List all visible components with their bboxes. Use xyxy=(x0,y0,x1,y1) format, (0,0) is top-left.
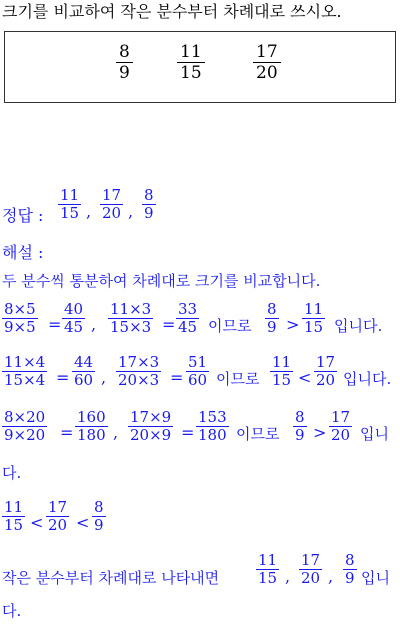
compare-fraction xyxy=(293,409,307,444)
denominator: 15 xyxy=(258,569,278,587)
numerator: 8 xyxy=(345,551,355,569)
order-fraction-2 xyxy=(46,499,69,534)
denominator: 9 xyxy=(267,318,277,336)
numerator: 11 xyxy=(258,551,278,569)
numerator: 17 xyxy=(331,408,351,426)
denominator: 9 xyxy=(94,516,104,534)
comparison-sign: > xyxy=(313,423,327,442)
equals-sign: = xyxy=(181,423,195,442)
numerator: 8 xyxy=(94,498,104,516)
numerator: 17 xyxy=(256,42,278,62)
denominator: 15 xyxy=(304,318,324,336)
denominator: 9×5 xyxy=(4,318,36,336)
calc-fraction xyxy=(2,301,38,336)
numerator: 8 xyxy=(119,42,130,62)
box-fraction-1 xyxy=(116,42,133,83)
numerator: 11×4 xyxy=(4,353,46,371)
denominator: 15×4 xyxy=(4,371,46,389)
denominator: 20 xyxy=(102,204,122,222)
numerator: 8 xyxy=(267,300,277,318)
denominator: 15×3 xyxy=(110,318,152,336)
conclusion-fraction-3 xyxy=(343,552,357,587)
numerator: 11 xyxy=(4,498,24,516)
compare-fraction xyxy=(302,301,325,336)
numerator: 44 xyxy=(74,353,94,371)
numerator: 11 xyxy=(180,42,202,62)
numerator: 8 xyxy=(144,186,154,204)
denominator: 20×9 xyxy=(130,426,172,444)
tail-text: 입니 xyxy=(361,569,390,587)
denominator: 9 xyxy=(116,62,133,83)
calc-fraction xyxy=(108,301,153,336)
comma: , xyxy=(101,368,107,387)
denominator: 60 xyxy=(188,371,208,389)
equals-sign: = xyxy=(60,423,74,442)
tail-text: 입니다. xyxy=(343,370,392,388)
conclusion-fraction-1 xyxy=(256,552,279,587)
calc-fraction xyxy=(186,354,209,389)
numerator: 8 xyxy=(295,408,305,426)
tail-text-continued: 다. xyxy=(2,602,22,620)
numerator: 8×20 xyxy=(4,408,46,426)
calc-fraction xyxy=(176,301,199,336)
conclusion-fraction-2 xyxy=(299,552,322,587)
numerator: 160 xyxy=(77,408,106,426)
tail-text: 입니 xyxy=(360,425,389,443)
numerator: 17 xyxy=(102,186,122,204)
denominator: 15 xyxy=(177,62,205,83)
comparison-sign: > xyxy=(286,315,300,334)
box-fraction-2 xyxy=(177,42,205,83)
answer-fraction-1 xyxy=(58,187,81,222)
numerator: 8×5 xyxy=(4,300,36,318)
numerator: 40 xyxy=(64,300,84,318)
denominator: 20×3 xyxy=(118,371,160,389)
denominator: 60 xyxy=(74,371,94,389)
box-fraction-3 xyxy=(253,42,281,83)
denominator: 20 xyxy=(253,62,281,83)
numerator: 17 xyxy=(316,353,336,371)
tail-text-continued: 다. xyxy=(2,464,22,482)
denominator: 20 xyxy=(331,426,351,444)
explanation-intro: 두 분수씩 통분하여 차례대로 크기를 비교합니다. xyxy=(2,272,321,290)
numerator: 11 xyxy=(272,353,292,371)
denominator: 45 xyxy=(178,318,198,336)
numerator: 153 xyxy=(198,408,227,426)
numerator: 33 xyxy=(178,300,198,318)
order-fraction-1 xyxy=(2,499,25,534)
numerator: 11×3 xyxy=(110,300,152,318)
comma: , xyxy=(285,567,291,586)
tail-text: 입니다. xyxy=(334,317,383,335)
calc-fraction xyxy=(196,409,229,444)
denominator: 9 xyxy=(345,569,355,587)
comparison-sign: < xyxy=(298,368,312,387)
question-text: 크기를 비교하여 작은 분수부터 차례대로 쓰시오. xyxy=(2,2,342,21)
calc-fraction xyxy=(116,354,161,389)
numerator: 17 xyxy=(301,551,321,569)
calc-fraction xyxy=(128,409,173,444)
compare-fraction xyxy=(314,354,337,389)
comma: , xyxy=(128,202,134,221)
answer-label: 정답 : xyxy=(2,206,44,225)
denominator: 9×20 xyxy=(4,426,46,444)
fraction-box xyxy=(4,31,396,103)
denominator: 180 xyxy=(77,426,106,444)
explanation-label: 해설 : xyxy=(2,243,44,262)
comma: , xyxy=(328,567,334,586)
equals-sign: = xyxy=(56,368,70,387)
denominator: 15 xyxy=(272,371,292,389)
compare-fraction xyxy=(265,301,279,336)
comma: , xyxy=(86,202,92,221)
connector-text: 이므로 xyxy=(236,425,280,443)
denominator: 20 xyxy=(301,569,321,587)
less-than-sign: < xyxy=(30,513,44,532)
less-than-sign: < xyxy=(76,513,90,532)
equals-sign: = xyxy=(170,368,184,387)
equals-sign: = xyxy=(48,315,62,334)
comma: , xyxy=(91,315,97,334)
numerator: 17 xyxy=(48,498,68,516)
calc-fraction xyxy=(2,354,47,389)
calc-fraction xyxy=(62,301,85,336)
calc-fraction xyxy=(2,409,47,444)
denominator: 20 xyxy=(48,516,68,534)
denominator: 45 xyxy=(64,318,84,336)
denominator: 180 xyxy=(198,426,227,444)
conclusion-text: 작은 분수부터 차례대로 나타내면 xyxy=(2,569,220,587)
numerator: 11 xyxy=(60,186,80,204)
answer-fraction-2 xyxy=(100,187,123,222)
denominator: 9 xyxy=(144,204,154,222)
numerator: 17×9 xyxy=(130,408,172,426)
comma: , xyxy=(113,423,119,442)
calc-fraction xyxy=(72,354,95,389)
answer-fraction-3 xyxy=(142,187,156,222)
compare-fraction xyxy=(270,354,293,389)
numerator: 51 xyxy=(188,353,208,371)
denominator: 20 xyxy=(316,371,336,389)
numerator: 11 xyxy=(304,300,324,318)
numerator: 17×3 xyxy=(118,353,160,371)
order-fraction-3 xyxy=(92,499,106,534)
calc-fraction xyxy=(75,409,108,444)
denominator: 15 xyxy=(4,516,24,534)
compare-fraction xyxy=(329,409,352,444)
denominator: 9 xyxy=(295,426,305,444)
connector-text: 이므로 xyxy=(216,370,260,388)
denominator: 15 xyxy=(60,204,80,222)
equals-sign: = xyxy=(162,315,176,334)
connector-text: 이므로 xyxy=(208,317,252,335)
